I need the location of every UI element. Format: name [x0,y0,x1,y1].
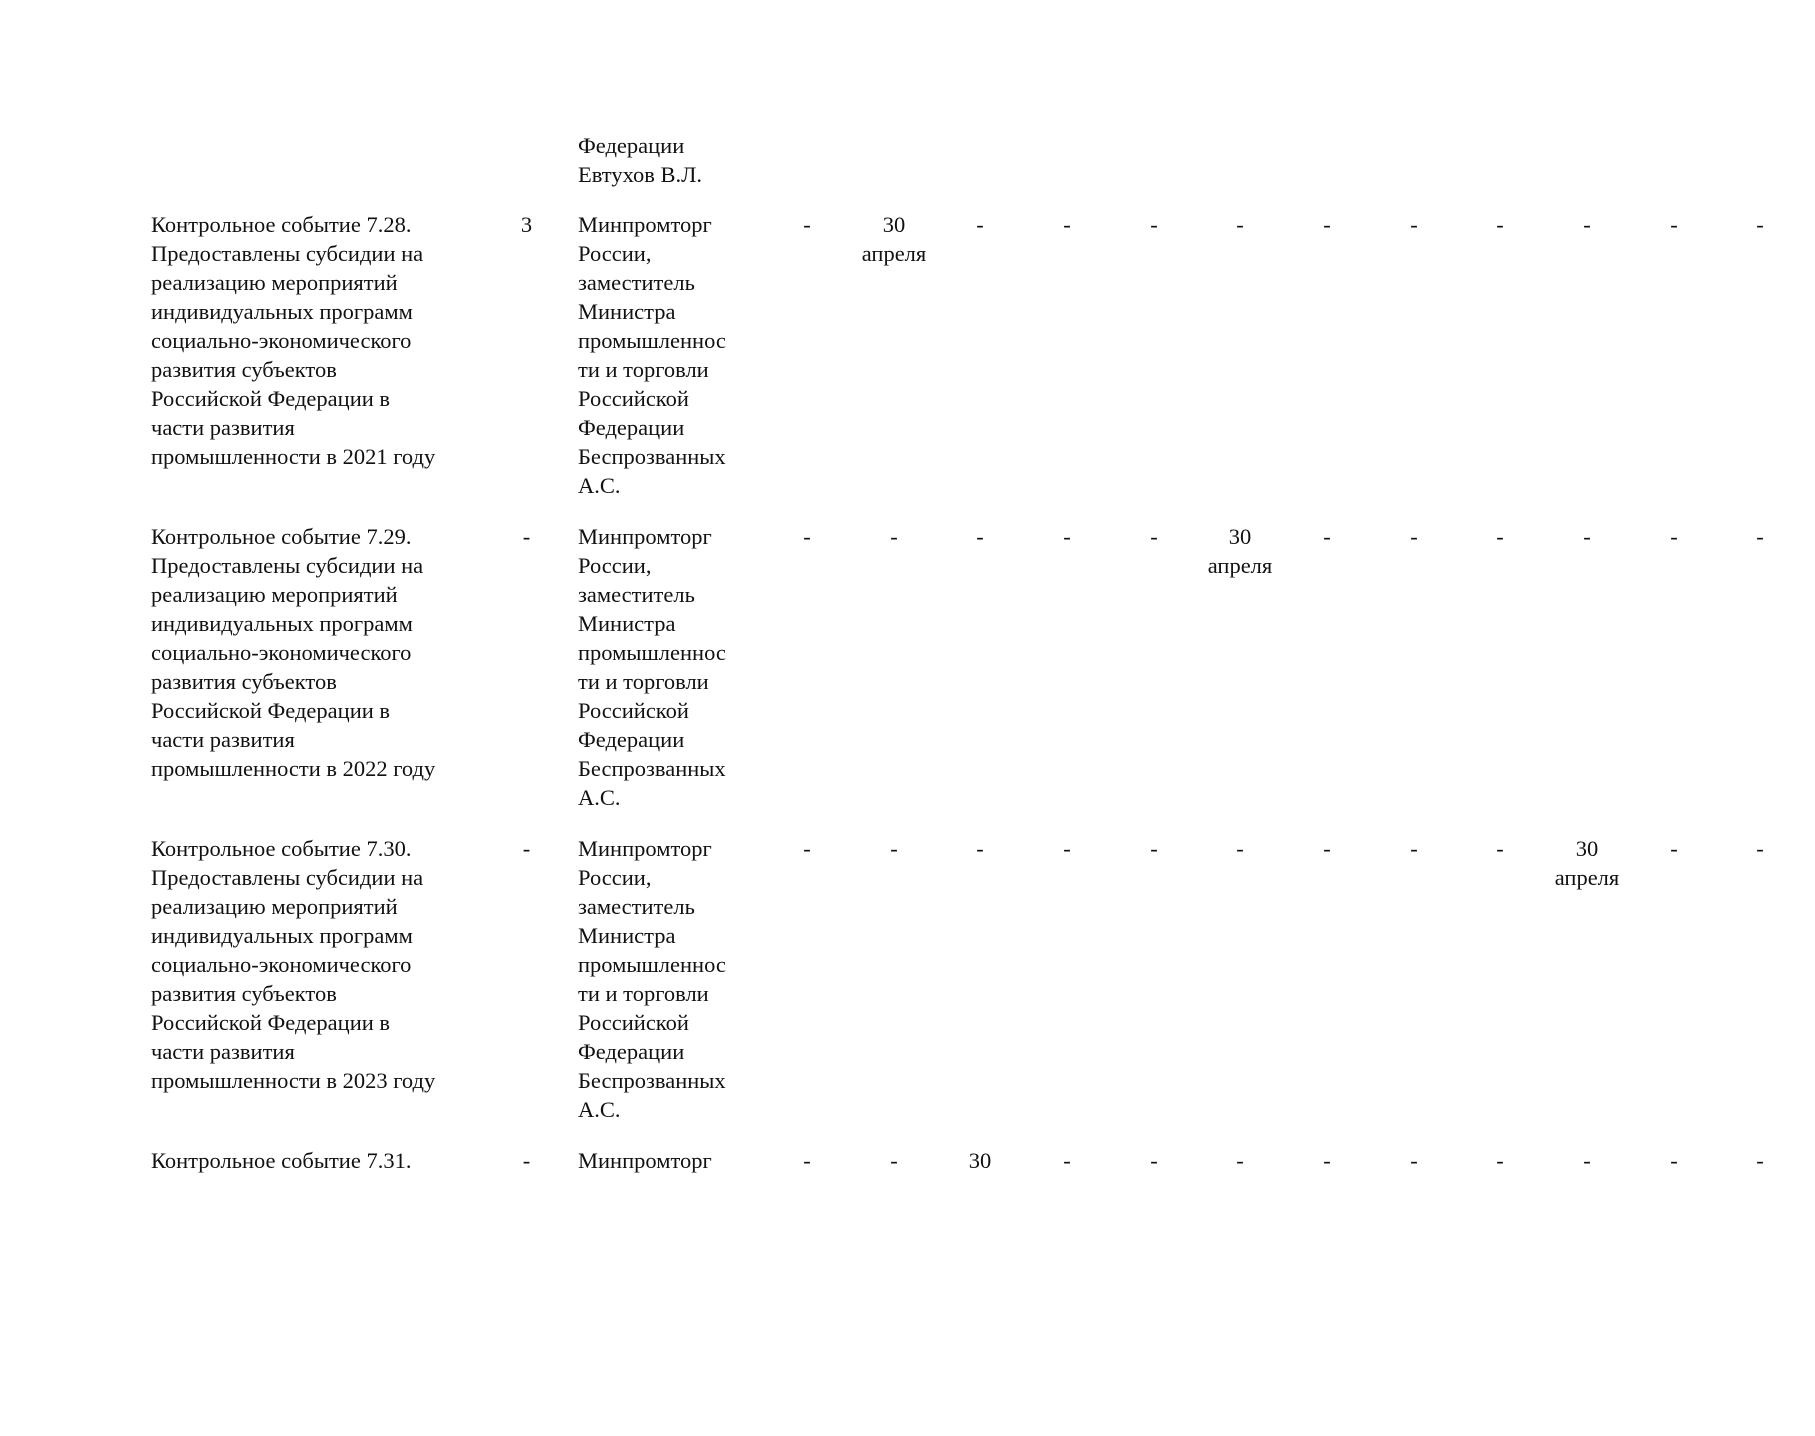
date-cell-10: - [1583,524,1591,549]
date-cell-4: - [1063,524,1071,549]
date-cell-12: - [1756,836,1764,861]
date-cell-2: - [890,836,898,861]
date-cell-5: - [1150,836,1158,861]
executor-continuation: Федерации Евтухов В.Л. [578,133,703,187]
date-cell-9: - [1496,836,1504,861]
date-cell-1: - [803,836,811,861]
date-cell-1: - [803,524,811,549]
event-executor: Минпромторг России, заместитель Министра промышленнос ти и торговли Российской Федерации Беспрозванных А.С. [578,212,726,498]
date-cell-6: 30 апреля [1207,524,1273,578]
table-row-7-29 [0,522,1764,812]
date-cell-10: 30 апреля [1554,836,1620,890]
date-cell-9: - [1496,1148,1504,1173]
date-cell-3: 30 [968,1148,992,1173]
date-cell-9: - [1496,524,1504,549]
event-executor: Минпромторг [578,1148,712,1173]
event-description: Контрольное событие 7.29. Предоставлены субсидии на реализацию мероприятий индивидуальных программ социально-экономического развития субъектов Российской Федерации в части развития промышленности в 2022 году [151,524,436,781]
event-description: Контрольное событие 7.28. Предоставлены субсидии на реализацию мероприятий индивидуальных программ социально-экономического развития субъектов Российской Федерации в части развития промышленности в 2021 году [151,212,436,469]
date-cell-4: - [1063,1148,1071,1173]
event-executor: Минпромторг России, заместитель Министра промышленнос ти и торговли Российской Федерации Беспрозванных А.С. [578,524,726,810]
date-cell-2: - [890,1148,898,1173]
date-cell-7: - [1323,1148,1331,1173]
table-row-7-28 [0,210,1764,500]
date-cell-12: - [1756,524,1764,549]
date-cell-7: - [1323,212,1331,237]
date-cell-12: - [1756,1148,1764,1173]
date-cell-11: - [1670,1148,1678,1173]
date-cell-11: - [1670,524,1678,549]
date-cell-1: - [803,212,811,237]
table-row-7-30 [0,834,1764,1124]
date-cell-5: - [1150,524,1158,549]
date-cell-4: - [1063,836,1071,861]
date-cell-5: - [1150,1148,1158,1173]
date-cell-7: - [1323,524,1331,549]
date-cell-2: 30 апреля [861,212,927,266]
date-cell-3: - [976,524,984,549]
date-cell-5: - [1150,212,1158,237]
date-cell-3: - [976,212,984,237]
date-cell-10: - [1583,212,1591,237]
date-cell-11: - [1670,836,1678,861]
date-cell-9: - [1496,212,1504,237]
date-cell-7: - [1323,836,1331,861]
event-number: 3 [520,212,533,237]
date-cell-6: - [1236,836,1244,861]
date-cell-8: - [1410,1148,1418,1173]
date-cell-3: - [976,836,984,861]
date-cell-12: - [1756,212,1764,237]
date-cell-1: - [803,1148,811,1173]
event-number: - [522,524,531,549]
event-number: - [522,1148,531,1173]
event-executor: Минпромторг России, заместитель Министра промышленнос ти и торговли Российской Федерации Беспрозванных А.С. [578,836,726,1122]
date-cell-6: - [1236,212,1244,237]
event-number: - [522,836,531,861]
date-cell-8: - [1410,212,1418,237]
event-description: Контрольное событие 7.30. Предоставлены субсидии на реализацию мероприятий индивидуальных программ социально-экономического развития субъектов Российской Федерации в части развития промышленности в 2023 году [151,836,436,1093]
date-cell-11: - [1670,212,1678,237]
date-cell-2: - [890,524,898,549]
date-cell-8: - [1410,524,1418,549]
date-cell-10: - [1583,1148,1591,1173]
table-row-7-31 [0,1146,1764,1436]
date-cell-4: - [1063,212,1071,237]
event-description: Контрольное событие 7.31. [151,1148,412,1173]
date-cell-6: - [1236,1148,1244,1173]
date-cell-8: - [1410,836,1418,861]
